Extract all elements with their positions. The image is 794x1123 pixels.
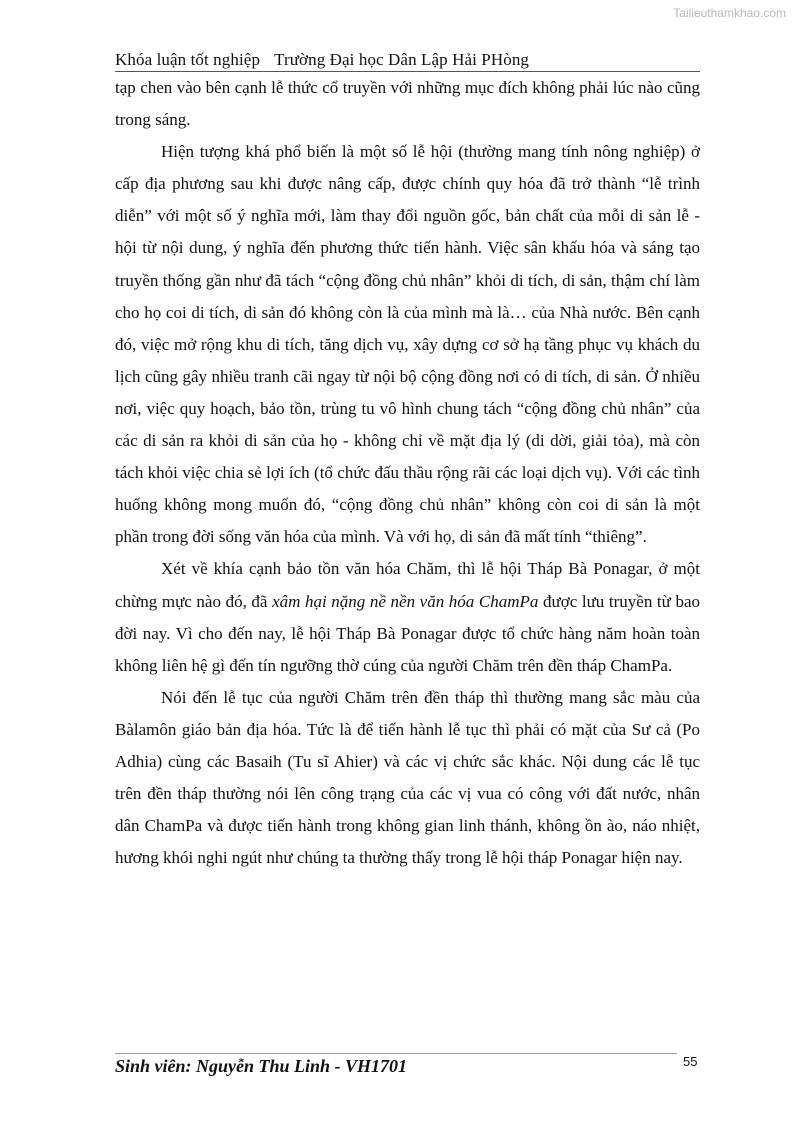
thesis-label: Khóa luận tốt nghiệp xyxy=(115,50,261,69)
footer-divider xyxy=(115,1053,677,1054)
paragraph-2: Hiện tượng khá phổ biến là một số lễ hội (thường mang tính nông nghiệp) ở cấp địa phương sau khi được nâng cấp, được chính quy hóa đã trở thành “lễ trình diễn” với một số ý nghĩa mới, làm thay đổi nguồn gốc, bản chất của mỗi di sản lễ - hội từ nội dung, ý nghĩa đến phương thức tiến hành. Việc sân khấu hóa và sáng tạo truyền thống gần như đã tách “cộng đồng chủ nhân” khỏi di tích, di sản, thậm chí làm cho họ coi di tích, di sản đó không còn là của mình mà là… của Nhà nước. Bên cạnh đó, việc mở rộng khu di tích, tăng dịch vụ, xây dựng cơ sở hạ tầng phục vụ khách du lịch cũng gây nhiều tranh cãi ngay từ nội bộ cộng đồng nơi có di tích, di sản. Ở nhiều nơi, việc quy hoạch, bảo tồn, trùng tu vô hình chung tách “cộng đồng chủ nhân” của các di sản ra khỏi di sản của họ - không chỉ về mặt địa lý (di dời, giải tỏa), mà còn tách khỏi việc chia sẻ lợi ích (tổ chức đấu thầu rộng rãi các loại dịch vụ). Với các tình huống không mong muốn đó, “cộng đồng chủ nhân” không còn coi di sản là một phần trong đời sống văn hóa của mình. Và với họ, di sản đã mất tính “thiêng”. xyxy=(115,142,700,547)
paragraph-3-text-end: được lưu truyền từ bao đời nay. Vì cho đến nay, lễ hội Tháp Bà Ponagar được tổ chức hàng năm hoàn toàn không liên hệ gì đến tín ngưỡng thờ cúng của người Chăm trên đền tháp ChamPa. xyxy=(115,591,700,675)
paragraph-1: tạp chen vào bên cạnh lễ thức cổ truyền với những mục đích không phải lúc nào cũng trong sáng. xyxy=(115,78,700,130)
paragraph-3-text-start: Xét về khía cạnh bảo tồn văn hóa Chăm, thì lễ hội Tháp Bà Ponagar, ở một chừng mực nào đó, đã xyxy=(115,559,700,611)
paragraph-4: Nói đến lễ tục của người Chăm trên đền tháp thì thường mang sắc màu của Bàlamôn giáo bản địa hóa. Tức là để tiến hành lễ tục thì phải có mặt của Sư cả (Po Adhia) cùng các Basaih (Tu sĩ Ahier) và các vị chức sắc khác. Nội dung các lễ tục trên đền tháp thường nói lên công trạng của các vị vua có công với đất nước, nhân dân ChamPa và được tiến hành trong không gian linh thánh, không ồn ào, náo nhiệt, hương khói nghi ngút như chúng ta thường thấy trong lễ hội tháp Ponagar hiện nay. xyxy=(115,687,700,868)
university-name: Trường Đại học Dân Lập Hải PHòng xyxy=(274,50,530,69)
footer-student-name: Sinh viên: Nguyễn Thu Linh - VH1701 xyxy=(115,1056,408,1076)
watermark-text: Tailieuthamkhao.com xyxy=(673,6,786,20)
page-header xyxy=(115,50,700,70)
paragraph-3-italic-phrase: xâm hại nặng nề nền văn hóa ChamPa xyxy=(272,591,539,611)
document-body xyxy=(115,72,700,874)
paragraph-3 xyxy=(115,553,700,681)
page-number: 55 xyxy=(683,1054,698,1069)
